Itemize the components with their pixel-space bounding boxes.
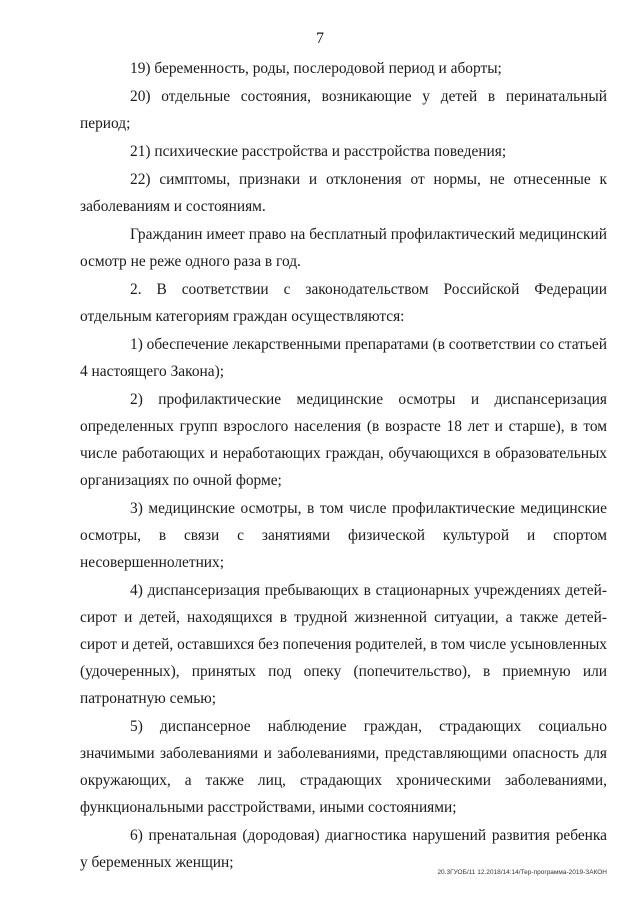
paragraph-subitem-6: 6) пренатальная (дородовая) диагностика нарушений развития ребенка у беременных женщин; — [80, 827, 607, 871]
paragraph-item-20: 20) отдельные состояния, возникающие у детей в перинатальный период; — [80, 88, 607, 132]
paragraph-section-2: 2. В соответствии с законодательством Российской Федерации отдельным категориям граждан осуществляются: — [80, 281, 607, 325]
paragraph-subitem-5: 5) диспансерное наблюдение граждан, страдающих социально значимыми заболеваниями и заболеваниями, представляющими опасность для окружающих, а также лиц, страдающих хроническими заболеваниями, функциональными расстройствами, иными состояниями; — [80, 718, 607, 816]
paragraph-subitem-2: 2) профилактические медицинские осмотры и диспансеризация определенных групп взрослого населения (в возрасте 18 лет и старше), в том числе работающих и неработающих граждан, обучающихся в образовательных организациях по очной форме; — [80, 391, 607, 489]
paragraph-item-22: 22) симптомы, признаки и отклонения от нормы, не отнесенные к заболеваниям и состояниям. — [80, 171, 607, 215]
paragraph-checkup-right: Гражданин имеет право на бесплатный профилактический медицинский осмотр не реже одного раза в год. — [80, 226, 607, 270]
paragraph-subitem-1: 1) обеспечение лекарственными препаратами (в соответствии со статьей 4 настоящего Закона); — [80, 336, 607, 380]
paragraph-item-19: 19) беременность, роды, послеродовой период и аборты; — [130, 60, 502, 77]
footer-document-ref: 20.3ГУОБ/11 12.2018/14:14/Тер-программа-2019-ЗАКОН — [437, 869, 607, 876]
page-number: 7 — [316, 30, 324, 47]
paragraph-subitem-4: 4) диспансеризация пребывающих в стационарных учреждениях детей-сирот и детей, находящихся в трудной жизненной ситуации, а также детей-сирот и детей, оставшихся без попечения родителей, в том числе усыновленных (удочеренных), принятых под опеку (попечительство), в приемную или патронатную семью; — [80, 582, 607, 707]
paragraph-subitem-3: 3) медицинские осмотры, в том числе профилактические медицинские осмотры, в связи с занятиями физической культурой и спортом несовершеннолетних; — [80, 500, 607, 571]
paragraph-item-21: 21) психические расстройства и расстройства поведения; — [130, 143, 507, 160]
document-body — [80, 55, 607, 877]
